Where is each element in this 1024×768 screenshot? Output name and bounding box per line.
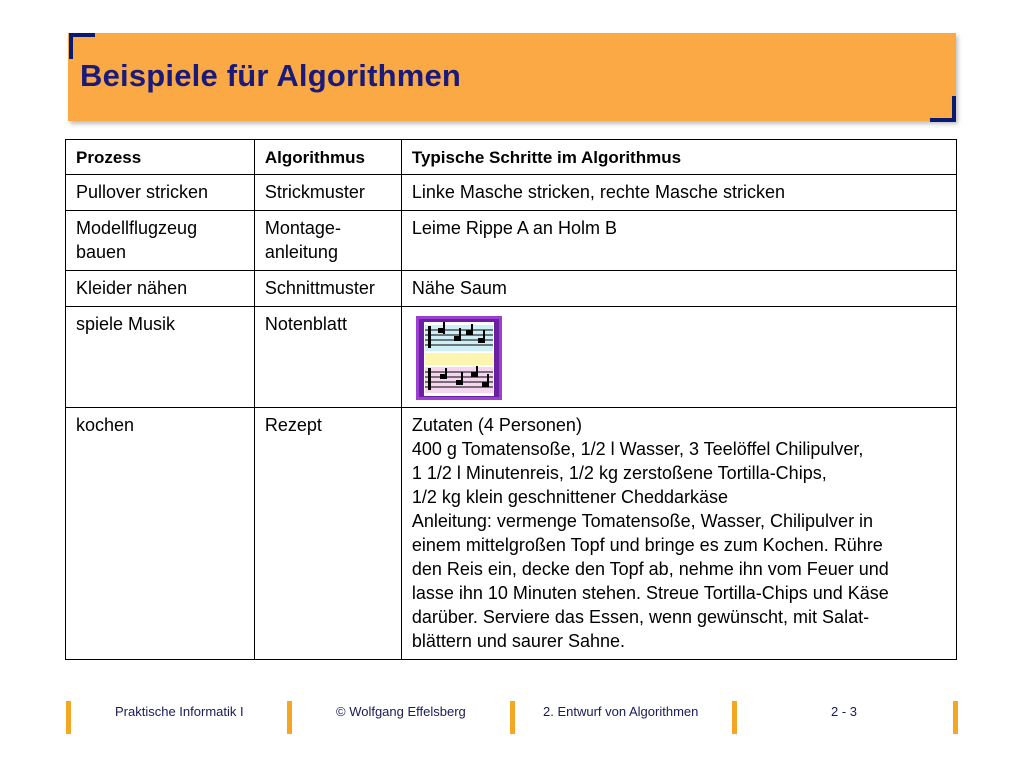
algorithm-cell: Schnittmuster [254,271,401,307]
footer-divider [732,701,737,734]
header-typische-schritte: Typische Schritte im Algorithmus [401,140,956,175]
step-line: Leime Rippe A an Holm B [411,218,617,238]
table-row [66,271,957,307]
step-line: blättern und saurer Sahne. [411,631,625,651]
step-line: 1 1/2 l Minutenreis, 1/2 kg zerstoßene Tortilla-Chips, [411,463,827,483]
step-line: lasse ihn 10 Minuten stehen. Streue Tortilla-Chips und Käse [411,583,889,603]
process-cell: spiele Musik [66,307,255,408]
step-line: Anleitung: vermenge Tomatensoße, Wasser, Chilipulver in [411,511,874,531]
footer-divider [953,701,958,734]
steps-cell [401,175,956,211]
footer-divider [510,701,515,734]
footer-divider [66,701,71,734]
footer-course: Praktische Informatik I [115,704,244,719]
title-corner-bottom-right [930,96,956,122]
step-line: Zutaten (4 Personen) [411,415,582,435]
algorithm-cell: Strickmuster [254,175,401,211]
table-row [66,211,957,271]
steps-cell [401,307,956,408]
footer-page-number: 2 - 3 [831,704,858,719]
step-line: Linke Masche stricken, rechte Masche stricken [411,182,785,202]
sheet-music-icon [416,316,502,400]
steps-cell [401,211,956,271]
footer-author: © Wolfgang Effelsberg [336,704,466,719]
footer-chapter: 2. Entwurf von Algorithmen [543,704,699,719]
footer-divider [287,701,292,734]
title-corner-top-left [69,33,95,59]
slide-title: Beispiele für Algorithmen [80,58,462,93]
table-header-row [66,140,957,175]
algorithm-cell: Notenblatt [254,307,401,408]
step-line: darüber. Serviere das Essen, wenn gewünscht, mit Salat- [411,607,870,627]
steps-cell [401,271,956,307]
header-prozess: Prozess [66,140,255,175]
process-cell: Kleider nähen [66,271,255,307]
step-line: Nähe Saum [411,278,507,298]
steps-cell [401,408,956,660]
process-cell: Modellflugzeug bauen [66,211,255,271]
step-line: einem mittelgroßen Topf und bringe es zum Kochen. Rühre [411,535,883,555]
algorithm-examples-table [65,139,957,660]
table-row [66,307,957,408]
header-algorithmus: Algorithmus [254,140,401,175]
algorithm-cell: Montage-anleitung [254,211,401,271]
step-line: den Reis ein, decke den Topf ab, nehme ihn vom Feuer und [411,559,889,579]
table-row [66,175,957,211]
step-line: 400 g Tomatensoße, 1/2 l Wasser, 3 Teelöffel Chilipulver, [411,439,864,459]
algorithm-cell: Rezept [254,408,401,660]
process-cell: kochen [66,408,255,660]
table-row [66,408,957,660]
step-line: 1/2 kg klein geschnittener Cheddarkäse [411,487,729,507]
process-cell: Pullover stricken [66,175,255,211]
